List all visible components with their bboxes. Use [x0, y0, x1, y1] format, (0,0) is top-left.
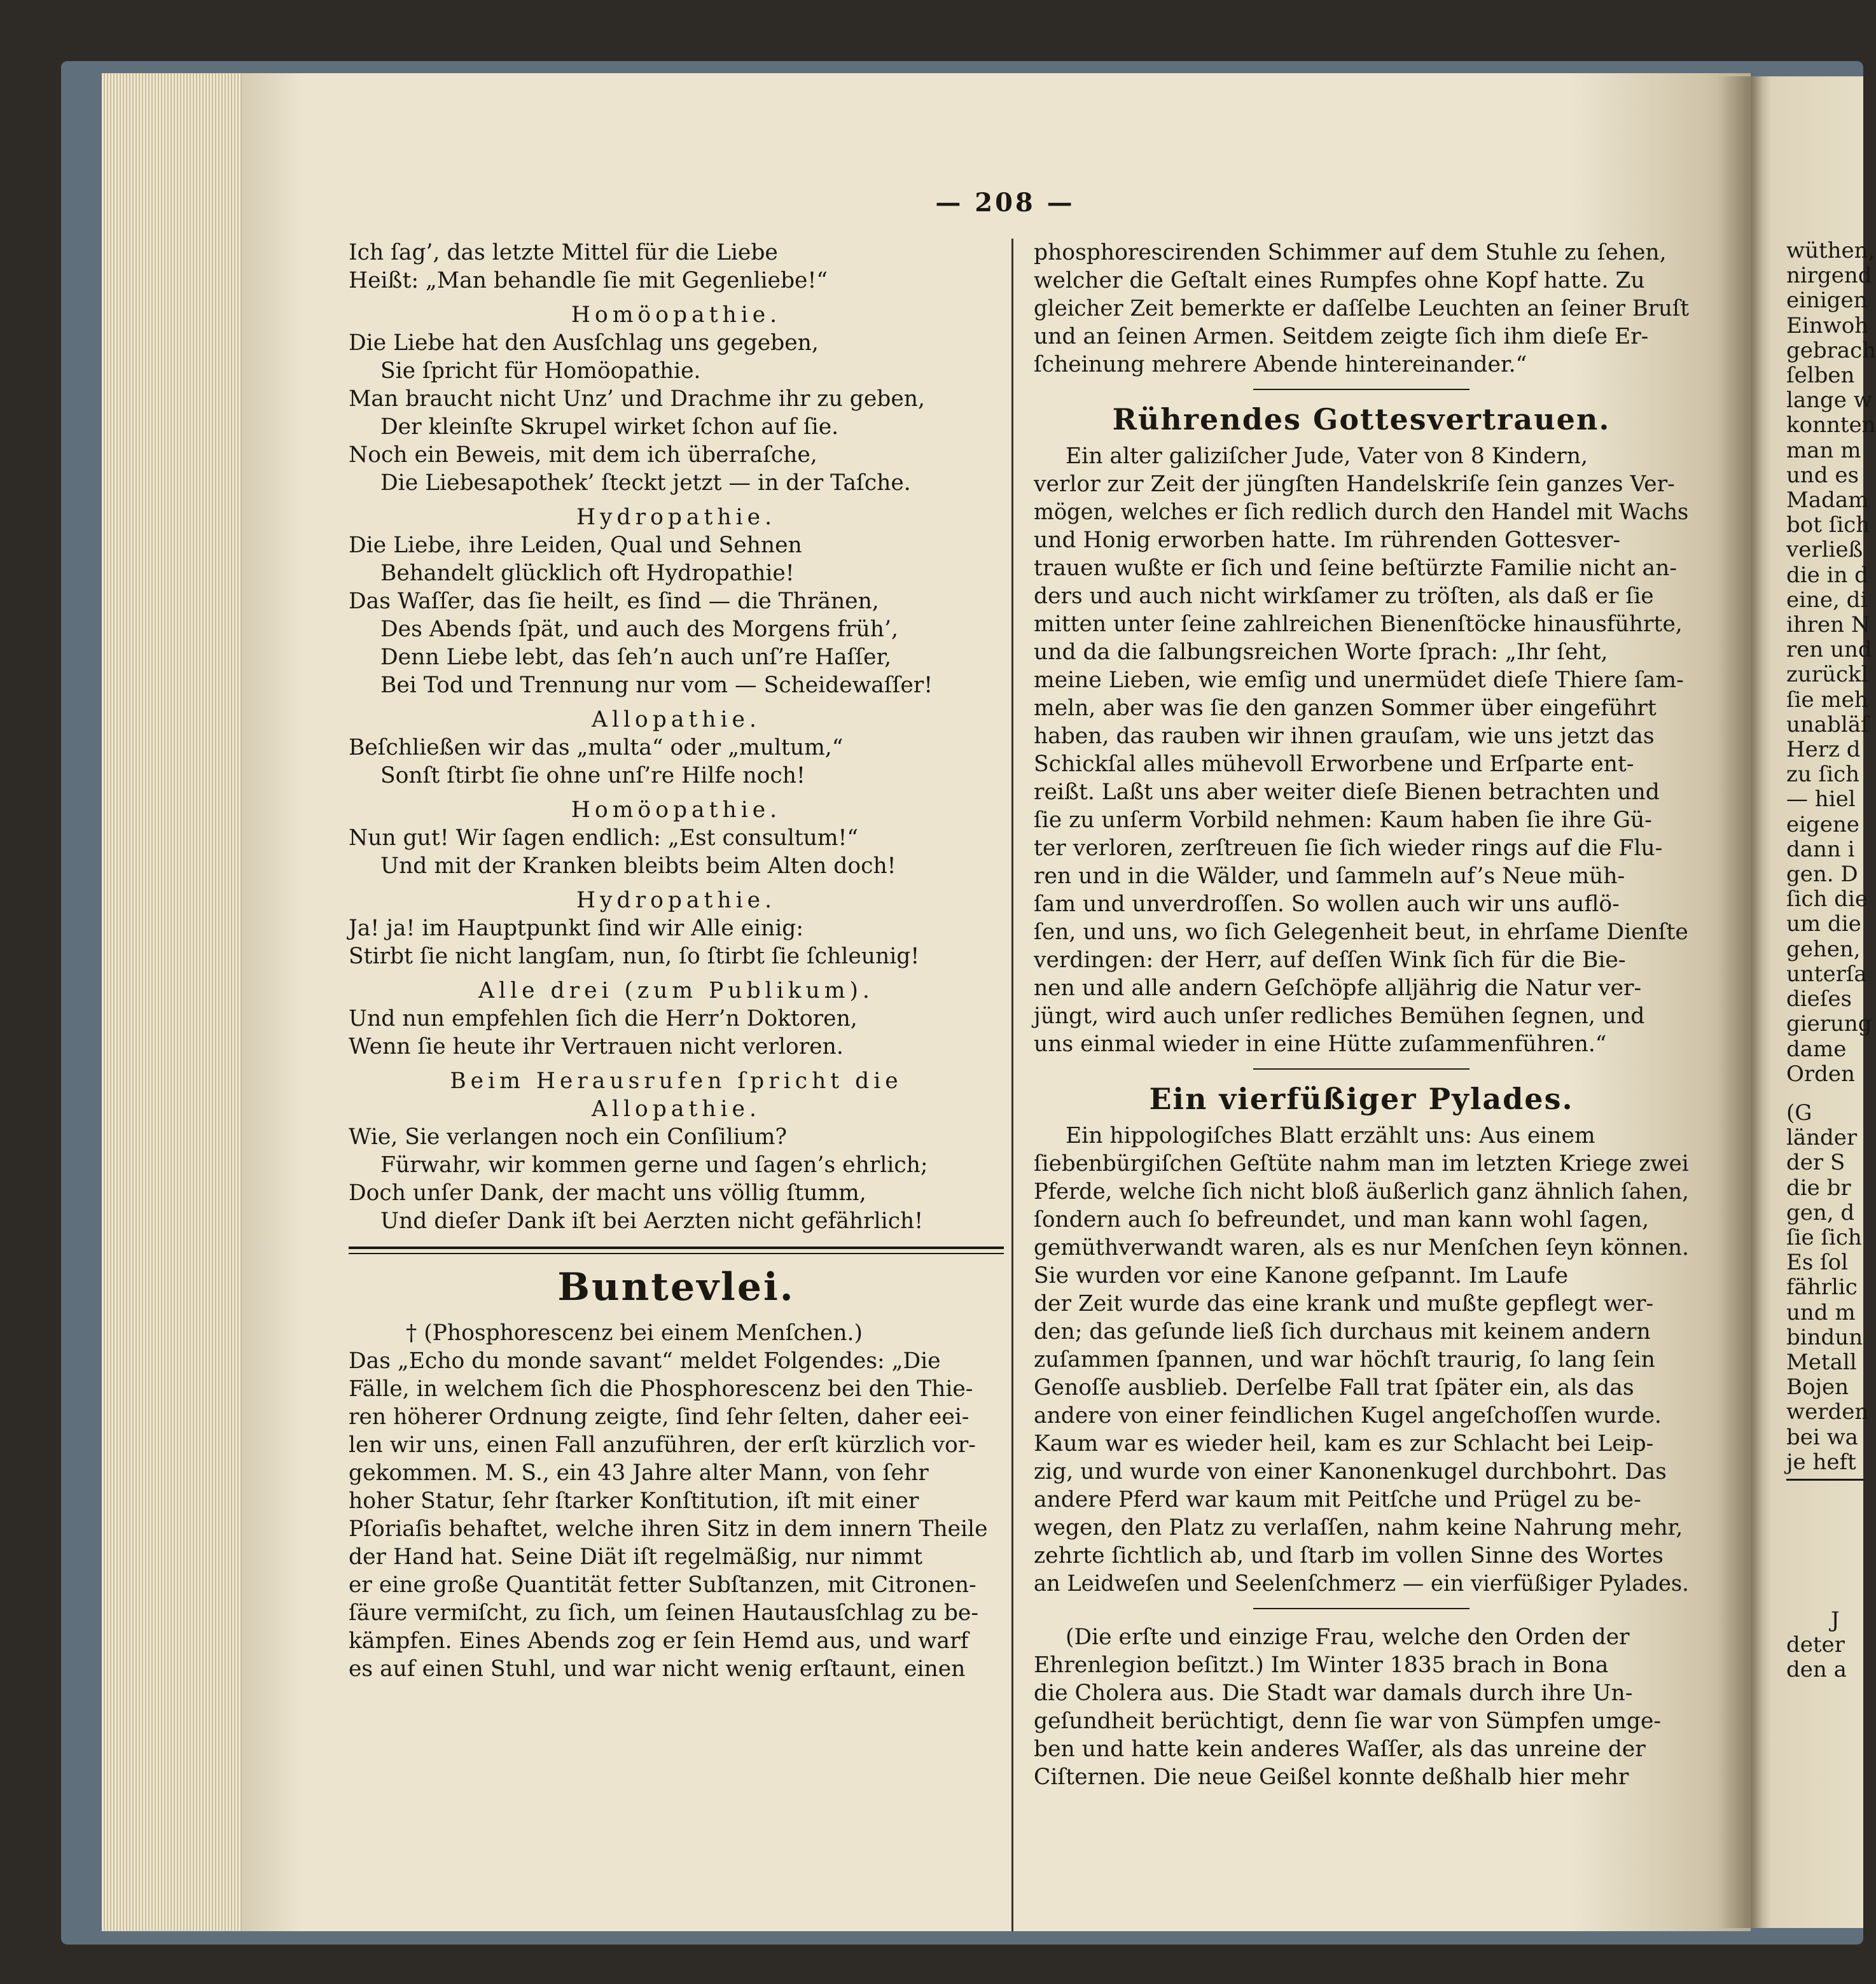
fragment-line: den a [1786, 1657, 1847, 1683]
article-line: zuſammen ſpannen, und war höchſt traurig, ſo lang ſein [1034, 1347, 1655, 1373]
article-line: Pferde, welche ſich nicht bloß äußerlich ganz ähnlich ſahen, [1034, 1179, 1689, 1205]
article-line: und Honig erworben hatte. Im rührenden Gottesver- [1034, 527, 1621, 553]
fragment-line: ihren N [1786, 612, 1870, 638]
speaker-heading: Hydropathie. [576, 888, 777, 913]
poem-line: Und mit der Kranken bleibts beim Alten doch! [380, 853, 896, 879]
article-line: mitten unter ſeine zahlreichen Bienenſtöcke hinausführte, [1034, 611, 1683, 637]
article-line: ben und hatte kein anderes Waſſer, als das unreine der [1034, 1736, 1646, 1762]
fragment-line: zurückl [1786, 662, 1868, 688]
article-line: ſäure vermiſcht, zu ſich, um ſeinen Hautausſchlag zu be- [349, 1600, 978, 1626]
fragment-line: werden [1786, 1399, 1869, 1425]
article-line: ſcheinung mehrere Abende hintereinander.“ [1034, 352, 1527, 377]
fragment-line: gehen, [1786, 936, 1861, 962]
speaker-heading: Hydropathie. [576, 505, 777, 530]
fragment-line: ſie meh [1786, 687, 1868, 713]
article-ehrenlegion [1034, 1623, 1689, 1791]
fragment-line: deter [1786, 1632, 1845, 1658]
fragment-line: gierung [1786, 1011, 1872, 1037]
speaker-heading: Allopathie. [592, 707, 761, 732]
poem-line: Denn Liebe lebt, das ſeh’n auch unſ’re Haſſer, [380, 645, 892, 670]
poem-line: Stirbt ſie nicht langſam, nun, ſo ſtirbt ſie ſchleunig! [349, 944, 920, 969]
article-line: ders und auch nicht wirkſamer zu tröſten, als daß er ſie [1034, 583, 1654, 609]
poem-line: Fürwahr, wir kommen gerne und ſagen’s ehrlich; [380, 1152, 928, 1178]
poem-line: Behandelt glücklich oft Hydropathie! [380, 561, 795, 586]
article-line: Sie wurden vor eine Kanone geſpannt. Im Laufe [1034, 1263, 1569, 1289]
article-line: es auf einen Stuhl, und war nicht wenig erſtaunt, einen [349, 1656, 966, 1682]
article-line: (Die erſte und einzige Frau, welche den Orden der [1066, 1624, 1630, 1650]
article-line: und da die ſalbungsreichen Worte ſprach: „Ihr ſeht, [1034, 639, 1608, 665]
article-line: verdingen: der Herr, auf deſſen Wink ſich für die Bie- [1034, 947, 1626, 973]
fragment-line: Es ſol [1786, 1250, 1849, 1276]
poem-line: Die Liebesapothek’ ſteckt jetzt — in der Taſche. [380, 470, 911, 496]
article-line: jüngt, wird auch unſer redliches Bemühen ſegnen, und [1034, 1003, 1645, 1029]
fragment-line: länder [1786, 1125, 1858, 1151]
fragment-line: Madam [1786, 487, 1869, 513]
fragment-line: gebrach [1786, 337, 1876, 363]
speaker-heading: Alle drei (zum Publikum). [478, 978, 874, 1003]
fragment-line: unterſa [1786, 961, 1867, 987]
article-phosphorescence [349, 1319, 1004, 1683]
stage-direction: Beim Herausrufen ſpricht die [450, 1068, 903, 1094]
fragment-line: J [1831, 1607, 1840, 1633]
article-line: hoher Statur, ſehr ſtarker Konſtitution, iſt mit einer [349, 1488, 919, 1514]
fragment-line: ren und [1786, 637, 1872, 663]
left-column [349, 239, 1004, 1683]
fragment-line: der S [1786, 1150, 1845, 1176]
article-line: der Zeit wurde das eine krank und mußte gepflegt wer- [1034, 1291, 1654, 1317]
poem-line: Heißt: „Man behandle ſie mit Gegenliebe!“ [349, 268, 828, 293]
fragment-line: ſelben [1786, 363, 1855, 389]
article-line: Ehrenlegion beſitzt.) Im Winter 1835 brach in Bona [1034, 1652, 1609, 1678]
article-line: phosphorescirenden Schimmer auf dem Stuhle zu ſehen, [1034, 240, 1667, 265]
poem-line: Doch unſer Dank, der macht uns völlig ſtumm, [349, 1180, 866, 1206]
article-gottesvertrauen [1034, 442, 1689, 1058]
fragment-line: bot ſich [1786, 512, 1870, 538]
stanza [349, 1005, 1004, 1061]
fragment-line: Bojen [1786, 1374, 1849, 1401]
article-line: reißt. Laßt uns aber weiter dieſe Bienen betrachten und [1034, 779, 1660, 805]
article-line: der Hand hat. Seine Diät iſt regelmäßig, nur nimmt [349, 1544, 923, 1570]
speaker-heading: Homöopathie. [571, 797, 782, 823]
poem-line: Des Abends ſpät, und auch des Morgens früh’, [380, 617, 898, 642]
article-line: die Cholera aus. Die Stadt war damals durch ihre Un- [1034, 1680, 1633, 1706]
stanza [349, 329, 1004, 497]
stanza [349, 1123, 1004, 1235]
fragment-line: bindun [1786, 1324, 1863, 1350]
fragment-line: nirgend [1786, 263, 1872, 289]
article-line: mögen, welches er ſich redlich durch den Handel mit Wachs [1034, 499, 1689, 525]
article-line: Kaum war es wieder heil, kam es zur Schlacht bei Leip- [1034, 1431, 1654, 1457]
article-separator [1253, 1608, 1470, 1609]
column-divider [1011, 239, 1013, 1931]
section-rule [349, 1247, 1004, 1254]
article-line: Schickſal alles mühevoll Erworbene und Erſparte ent- [1034, 751, 1634, 777]
poem-line: Die Liebe hat den Ausſchlag uns gegeben, [349, 330, 819, 356]
fragment-line: und m [1786, 1299, 1856, 1325]
fragment-line: konnten [1786, 412, 1876, 438]
article-line: Ein alter galiziſcher Jude, Vater von 8 Kindern, [1066, 444, 1588, 469]
fragment-line: eine, di [1786, 587, 1868, 613]
article-line: an Leidweſen und Seelenſchmerz — ein vierfüßiger Pylades. [1034, 1571, 1689, 1596]
poem-line: Sie ſpricht für Homöopathie. [380, 358, 701, 384]
stanza [349, 914, 1004, 970]
article-line: ſiebenbürgiſchen Geſtüte nahm man im letzten Kriege zwei [1034, 1151, 1689, 1177]
fragment-line: fährlic [1786, 1275, 1858, 1301]
fragment-line: Orden [1786, 1061, 1855, 1087]
fragment-line: Metall [1786, 1349, 1857, 1375]
poem-line: Nun gut! Wir ſagen endlich: „Est consultum!“ [349, 825, 859, 851]
article-line: andere Pferd war kaum mit Peitſche und Prügel zu be- [1034, 1487, 1641, 1512]
fragment-line: gen. D [1786, 862, 1858, 888]
poem-intro [349, 239, 1004, 295]
poem-line: Beſchließen wir das „multa“ oder „multum,“ [349, 735, 844, 760]
article-title: Ein vierfüßiger Pylades. [1149, 1082, 1574, 1116]
article-line: gemüthverwandt waren, als es nur Menſchen ſeyn können. [1034, 1235, 1689, 1261]
article-line: uns einmal wieder in eine Hütte zuſammenführen.“ [1034, 1031, 1607, 1057]
poem-line: Und dieſer Dank iſt bei Aerzten nicht gefährlich! [380, 1208, 924, 1234]
fragment-line: einigen [1786, 288, 1868, 314]
article-line: verlor zur Zeit der jüngſten Handelskriſe ſein ganzes Ver- [1034, 472, 1675, 497]
fragment-line: ſich die [1786, 886, 1868, 912]
fragment-rule [1786, 1479, 1863, 1481]
article-line: meine Lieben, wie emſig und unermüdet dieſe Thiere ſam- [1034, 667, 1684, 693]
fragment-line: dieſes [1786, 986, 1852, 1012]
article-line: Das „Echo du monde savant“ meldet Folgendes: „Die [349, 1348, 941, 1374]
article-line: meln, aber was ſie den ganzen Sommer über eingeführt [1034, 695, 1657, 721]
poem-line: Man braucht nicht Unz’ und Drachme ihr zu geben, [349, 386, 925, 412]
fragment-line: — hiel [1786, 786, 1856, 813]
article-line: † (Phosphorescenz bei einem Menſchen.) [406, 1320, 863, 1346]
article-separator [1253, 389, 1470, 390]
fragment-line: bei wa [1786, 1424, 1858, 1450]
right-column [1034, 239, 1689, 1791]
fragment-line: um die [1786, 911, 1861, 937]
fragment-line: je heft [1786, 1449, 1856, 1475]
article-line: andere von einer feindlichen Kugel angeſchoſſen wurde. [1034, 1403, 1662, 1429]
poem-line: Bei Tod und Trennung nur vom — Scheidewaſſer! [380, 673, 933, 698]
fragment-line: zu ſich [1786, 762, 1860, 788]
article-pylades [1034, 1122, 1689, 1598]
fragment-line: wüthen, [1786, 238, 1875, 263]
fragment-line: ſie ſich [1786, 1224, 1862, 1250]
next-page-column [1786, 238, 1876, 1683]
article-line: Ciſternen. Die neue Geißel konnte deßhalb hier mehr [1034, 1764, 1629, 1790]
article-line: Pſoriaſis behaftet, welche ihren Sitz in dem innern Theile [349, 1516, 988, 1542]
fragment-line: Herz d [1786, 737, 1861, 763]
fragment-line: man m [1786, 437, 1861, 463]
article-continuation [1034, 239, 1689, 379]
stanza [349, 824, 1004, 880]
fragment-block-middle [1786, 1100, 1869, 1475]
poem-line: Der kleinſte Skrupel wirket ſchon auf ſie. [380, 414, 839, 440]
poem-line: Ich ſag’, das letzte Mittel für die Liebe [349, 240, 778, 265]
article-line: ſen, und uns, wo ſich Gelegenheit beut, in ehrſame Dienſte [1034, 919, 1688, 945]
article-line: gleicher Zeit bemerkte er daſſelbe Leuchten an ſeiner Bruſt [1034, 296, 1690, 321]
article-separator [1253, 1068, 1470, 1070]
article-line: ſie zu unſerm Vorbild nehmen: Kaum haben ſie ihre Gü- [1034, 807, 1652, 833]
stanza [349, 734, 1004, 790]
poem-line: Und nun empfehlen ſich die Herr’n Doktoren, [349, 1006, 858, 1031]
fragment-line: unabläſ [1786, 711, 1869, 737]
speaker-heading: Homöopathie. [571, 302, 782, 328]
article-line: zig, und wurde von einer Kanonenkugel durchbohrt. Das [1034, 1459, 1667, 1485]
fragment-line: Einwoh [1786, 312, 1869, 339]
article-line: len wir uns, einen Fall anzuführen, der erſt kürzlich vor- [349, 1432, 976, 1458]
fragment-line: lange w [1786, 388, 1872, 414]
article-line: ſam und unverdroſſen. So wollen auch wir uns auflö- [1034, 891, 1620, 917]
article-line: ſondern auch ſo befreundet, und man kann wohl ſagen, [1034, 1207, 1650, 1233]
article-line: welcher die Geſtalt eines Rumpfes ohne Kopf hatte. Zu [1034, 268, 1645, 293]
page-number: — 208 — [935, 188, 1075, 218]
article-line: Ein hippologiſches Blatt erzählt uns: Aus einem [1066, 1123, 1595, 1149]
article-line: haben, das rauben wir ihnen grauſam, wie uns jetzt das [1034, 723, 1655, 749]
fragment-line: und es [1786, 462, 1859, 488]
fragment-line: die br [1786, 1175, 1851, 1201]
article-line: ren höherer Ordnung zeigte, ſind ſehr ſelten, daher eei- [349, 1404, 969, 1430]
article-line: Genoſſe ausblieb. Derſelbe Fall trat ſpäter ein, als das [1034, 1375, 1634, 1401]
fragment-line: verließ [1786, 537, 1863, 563]
article-line: geſundheit berüchtigt, denn ſie war von Sümpfen umge- [1034, 1708, 1662, 1734]
article-line: kämpfen. Eines Abends zog er ſein Hemd aus, und warf [349, 1628, 969, 1654]
poem-line: Ja! ja! im Hauptpunkt ſind wir Alle einig: [349, 916, 803, 941]
article-line: Fälle, in welchem ſich die Phosphorescenz bei den Thie- [349, 1376, 973, 1402]
article-line: er eine große Quantität fetter Subſtanzen, mit Citronen- [349, 1572, 976, 1598]
article-line: trauen wußte er ſich und ſeine beſtürzte Familie nicht an- [1034, 555, 1677, 581]
poem-line: Die Liebe, ihre Leiden, Qual und Sehnen [349, 533, 802, 558]
poem-line: Wenn ſie heute ihr Vertrauen nicht verloren. [349, 1034, 844, 1059]
page-edges [102, 73, 242, 1931]
fragment-line: die in d [1786, 562, 1868, 588]
poem-line: Noch ein Beweis, mit dem ich überraſche, [349, 442, 817, 468]
article-line: ter verloren, zerſtreuen ſie ſich wieder rings auf die Flu- [1034, 835, 1663, 861]
poem-line: Wie, Sie verlangen noch ein Conſilium? [349, 1124, 788, 1150]
fragment-line: dann i [1786, 836, 1855, 862]
fragment-block-bottom [1786, 1608, 1863, 1683]
fragment-line: eigene [1786, 811, 1859, 837]
stanza [349, 531, 1004, 699]
section-title: Buntevlei. [557, 1265, 795, 1310]
article-title: Rührendes Gottesvertrauen. [1112, 402, 1611, 437]
fragment-line: dame [1786, 1036, 1847, 1062]
article-line: und an ſeinen Armen. Seitdem zeigte ſich ihm dieſe Er- [1034, 324, 1649, 349]
fragment-line: (G [1786, 1100, 1812, 1126]
article-line: den; das geſunde ließ ſich durchaus mit keinem andern [1034, 1319, 1651, 1345]
poem-line: Sonſt ſtirbt ſie ohne unſ’re Hilfe noch! [380, 763, 805, 788]
article-line: gekommen. M. S., ein 43 Jahre alter Mann, von ſehr [349, 1460, 929, 1486]
gutter-shadow [1718, 76, 1762, 1928]
speaker-heading: Allopathie. [592, 1096, 761, 1122]
article-line: zehrte ſichtlich ab, und ſtarb im vollen Sinne des Wortes [1034, 1543, 1664, 1568]
poem-line: Das Waſſer, das ſie heilt, es ſind — die Thränen, [349, 589, 879, 614]
fragment-block-top [1786, 238, 1876, 1087]
fragment-line: gen, d [1786, 1199, 1855, 1226]
article-line: nen und alle andern Geſchöpfe alljährig die Natur ver- [1034, 975, 1642, 1001]
article-line: wegen, den Platz zu verlaſſen, nahm keine Nahrung mehr, [1034, 1515, 1683, 1540]
article-line: ren und in die Wälder, und ſammeln auf’s Neue müh- [1034, 863, 1625, 889]
